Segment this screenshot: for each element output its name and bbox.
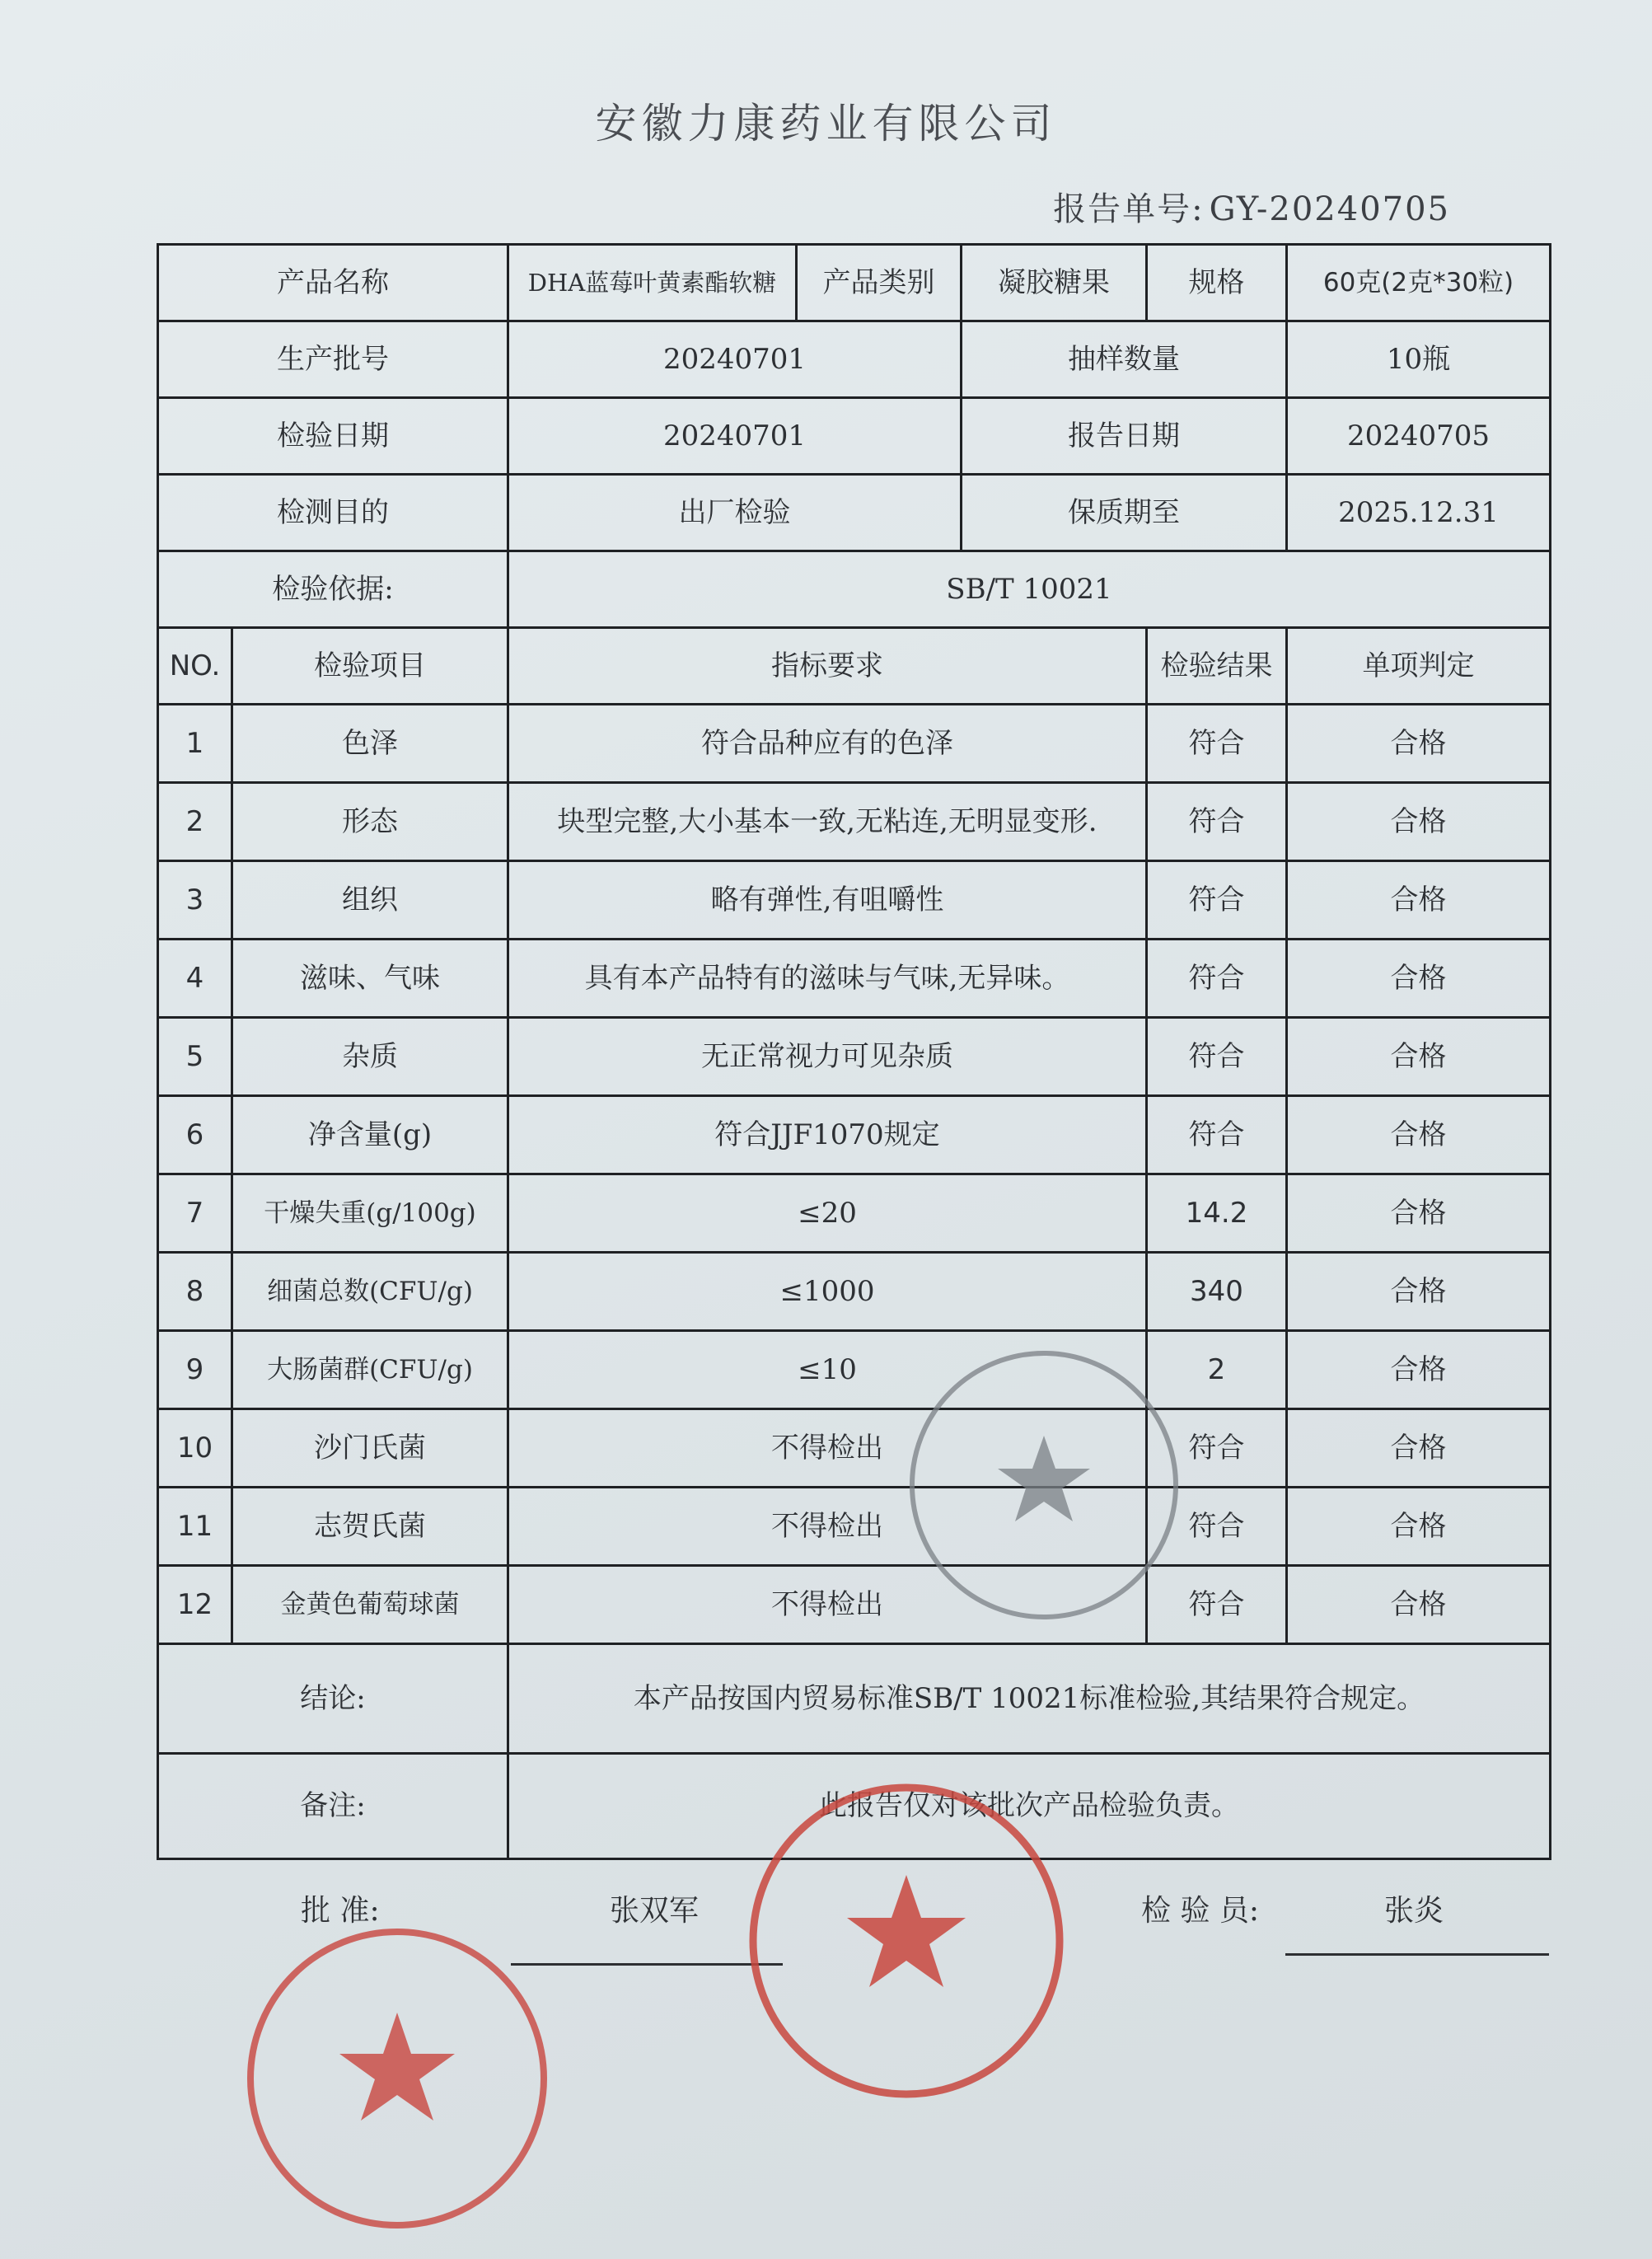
conclusion-text: 本产品按国内贸易标准SB/T 10021标准检验,其结果符合规定。	[508, 1644, 1551, 1754]
report-date-value: 20240705	[1287, 398, 1551, 475]
table-row	[158, 1253, 1551, 1331]
table-row	[158, 861, 1551, 940]
item-no: 8	[158, 1253, 232, 1331]
basis-value: SB/T 10021	[508, 551, 1551, 628]
product-name-value: DHA蓝莓叶黄素酯软糖	[508, 245, 797, 321]
category-value: 凝胶糖果	[962, 245, 1147, 321]
item-name: 组织	[232, 861, 508, 940]
item-result: 符合	[1147, 940, 1287, 1018]
purpose-label: 检测目的	[158, 475, 508, 551]
table-row	[158, 1488, 1551, 1566]
conclusion-label: 结论:	[158, 1644, 508, 1754]
table-row	[158, 705, 1551, 783]
item-judgement: 合格	[1287, 1566, 1551, 1644]
item-requirement: 符合JJF1070规定	[508, 1096, 1147, 1174]
report-number	[1048, 183, 1450, 230]
spec-label: 规格	[1147, 245, 1287, 321]
item-no: 5	[158, 1018, 232, 1096]
item-no: 9	[158, 1331, 232, 1409]
inspector-label: 检 验 员:	[1141, 1894, 1260, 1928]
item-result: 符合	[1147, 705, 1287, 783]
col-header-requirement: 指标要求	[508, 628, 1147, 705]
inspection-table	[157, 243, 1551, 1860]
item-result: 符合	[1147, 1409, 1287, 1488]
item-name: 沙门氏菌	[232, 1409, 508, 1488]
row-batch	[158, 321, 1551, 398]
item-name: 色泽	[232, 705, 508, 783]
col-header-no: NO.	[158, 628, 232, 705]
row-column-headers	[158, 628, 1551, 705]
item-judgement: 合格	[1287, 1096, 1551, 1174]
item-name: 干燥失重(g/100g)	[232, 1174, 508, 1253]
row-basis	[158, 551, 1551, 628]
item-name: 滋味、气味	[232, 940, 508, 1018]
item-name: 大肠菌群(CFU/g)	[232, 1331, 508, 1409]
shelf-value: 2025.12.31	[1287, 475, 1551, 551]
row-test-date	[158, 398, 1551, 475]
row-product	[158, 245, 1551, 321]
item-result: 符合	[1147, 1018, 1287, 1096]
inspector-signature-line	[1285, 1953, 1549, 1956]
table-row	[158, 783, 1551, 861]
item-requirement: 具有本产品特有的滋味与气味,无异味。	[508, 940, 1147, 1018]
report-number-label: 报告单号:	[1053, 190, 1205, 228]
item-result: 符合	[1147, 1096, 1287, 1174]
approver-name: 张双军	[610, 1894, 700, 1928]
inspector-name: 张炎	[1384, 1894, 1444, 1928]
item-result: 14.2	[1147, 1174, 1287, 1253]
item-requirement: ≤10	[508, 1331, 1147, 1409]
test-date-label: 检验日期	[158, 398, 508, 475]
col-header-item: 检验项目	[232, 628, 508, 705]
category-label: 产品类别	[797, 245, 962, 321]
item-result: 符合	[1147, 861, 1287, 940]
report-date-label: 报告日期	[962, 398, 1287, 475]
item-requirement: 不得检出	[508, 1566, 1147, 1644]
spec-value: 60克(2克*30粒)	[1287, 245, 1551, 321]
company-header: 安徽力康药业有限公司	[595, 100, 1057, 148]
item-name: 金黄色葡萄球菌	[232, 1566, 508, 1644]
col-header-judgement: 单项判定	[1287, 628, 1551, 705]
item-requirement: 块型完整,大小基本一致,无粘连,无明显变形.	[508, 783, 1147, 861]
longteng-quality-seal-stamp	[239, 1920, 556, 2238]
table-row	[158, 940, 1551, 1018]
table-row	[158, 1409, 1551, 1488]
basis-label: 检验依据:	[158, 551, 508, 628]
item-judgement: 合格	[1287, 1018, 1551, 1096]
product-name-label: 产品名称	[158, 245, 508, 321]
purpose-value: 出厂检验	[508, 475, 962, 551]
item-no: 12	[158, 1566, 232, 1644]
item-result: 符合	[1147, 1488, 1287, 1566]
item-judgement: 合格	[1287, 940, 1551, 1018]
col-header-result: 检验结果	[1147, 628, 1287, 705]
item-result: 2	[1147, 1331, 1287, 1409]
item-requirement: 略有弹性,有咀嚼性	[508, 861, 1147, 940]
sample-qty-label: 抽样数量	[962, 321, 1287, 398]
approve-label: 批 准:	[301, 1894, 380, 1928]
item-result: 符合	[1147, 783, 1287, 861]
item-requirement: 无正常视力可见杂质	[508, 1018, 1147, 1096]
item-judgement: 合格	[1287, 705, 1551, 783]
sample-qty-value: 10瓶	[1287, 321, 1551, 398]
items-body	[158, 705, 1551, 1644]
item-name: 净含量(g)	[232, 1096, 508, 1174]
item-judgement: 合格	[1287, 1174, 1551, 1253]
item-judgement: 合格	[1287, 783, 1551, 861]
table-row	[158, 1018, 1551, 1096]
item-judgement: 合格	[1287, 1331, 1551, 1409]
item-no: 2	[158, 783, 232, 861]
table-row	[158, 1096, 1551, 1174]
item-requirement: ≤1000	[508, 1253, 1147, 1331]
item-result: 340	[1147, 1253, 1287, 1331]
table-row	[158, 1174, 1551, 1253]
company-seal-stamp	[902, 1343, 1186, 1628]
batch-label: 生产批号	[158, 321, 508, 398]
report-number-value: GY-20240705	[1209, 190, 1450, 228]
item-no: 4	[158, 940, 232, 1018]
table-row	[158, 1566, 1551, 1644]
item-requirement: 不得检出	[508, 1409, 1147, 1488]
item-name: 杂质	[232, 1018, 508, 1096]
remark-text: 此报告仅对该批次产品检验负责。	[508, 1754, 1551, 1859]
table-row	[158, 1331, 1551, 1409]
item-requirement: 不得检出	[508, 1488, 1147, 1566]
item-name: 志贺氏菌	[232, 1488, 508, 1566]
test-date-value: 20240701	[508, 398, 962, 475]
item-no: 6	[158, 1096, 232, 1174]
item-judgement: 合格	[1287, 1253, 1551, 1331]
item-requirement: 符合品种应有的色泽	[508, 705, 1147, 783]
item-no: 11	[158, 1488, 232, 1566]
item-judgement: 合格	[1287, 1488, 1551, 1566]
item-result: 符合	[1147, 1566, 1287, 1644]
item-judgement: 合格	[1287, 1409, 1551, 1488]
batch-value: 20240701	[508, 321, 962, 398]
nanning-quality-seal-stamp	[742, 1776, 1071, 2106]
item-no: 10	[158, 1409, 232, 1488]
row-purpose	[158, 475, 1551, 551]
item-no: 3	[158, 861, 232, 940]
item-name: 细菌总数(CFU/g)	[232, 1253, 508, 1331]
row-conclusion	[158, 1644, 1551, 1754]
item-requirement: ≤20	[508, 1174, 1147, 1253]
shelf-label: 保质期至	[962, 475, 1287, 551]
item-no: 7	[158, 1174, 232, 1253]
item-judgement: 合格	[1287, 861, 1551, 940]
remark-label: 备注:	[158, 1754, 508, 1859]
item-no: 1	[158, 705, 232, 783]
item-name: 形态	[232, 783, 508, 861]
